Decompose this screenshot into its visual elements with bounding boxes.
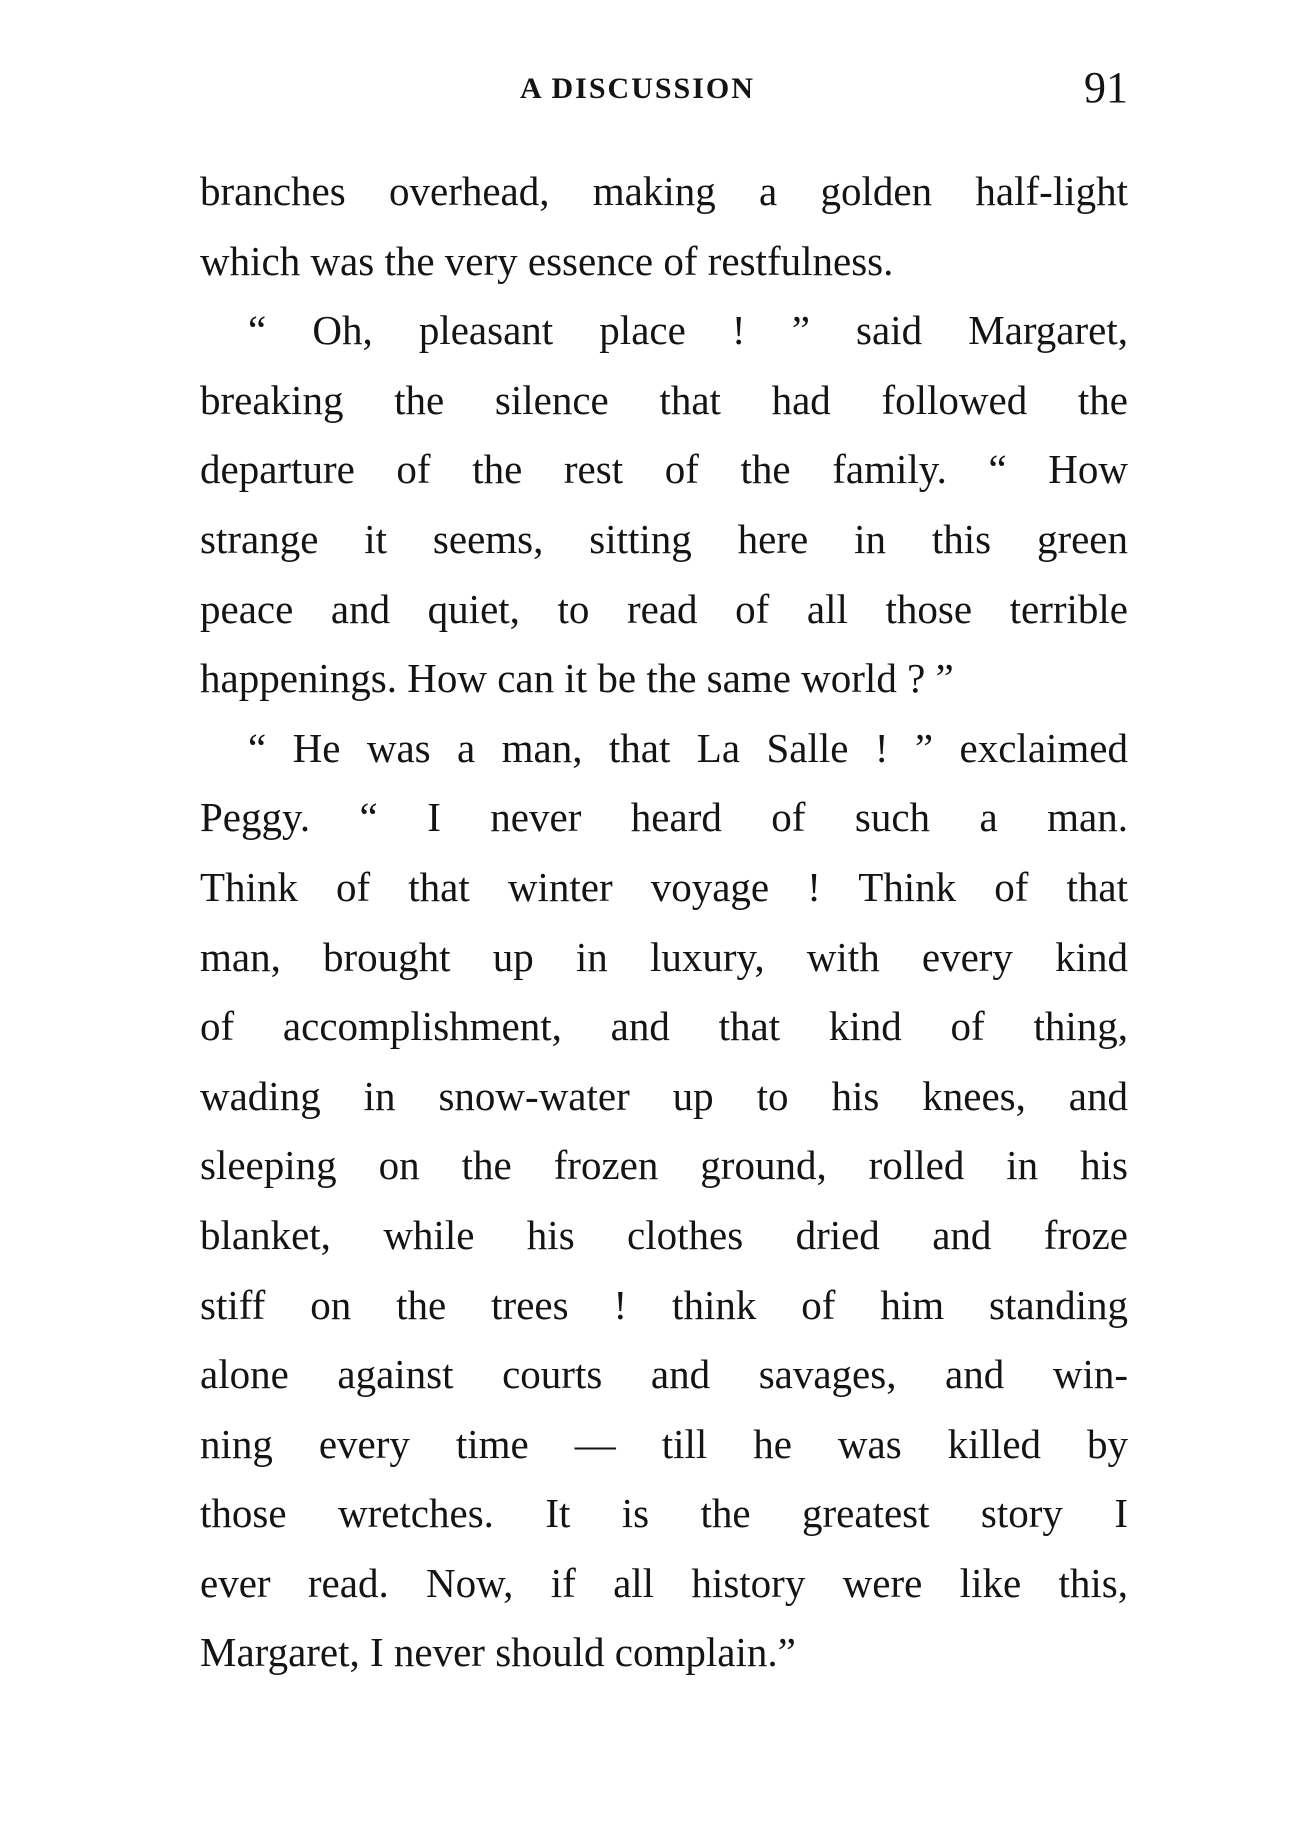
text-line: of accomplishment, and that kind of thing, bbox=[200, 1003, 1128, 1050]
text-line: man, brought up in luxury, with every kind bbox=[200, 933, 1128, 980]
text-line: Margaret, I never should complain.” bbox=[200, 1629, 796, 1676]
text-line: Think of that winter voyage ! Think of that bbox=[200, 863, 1128, 910]
text-line: “ He was a man, that La Salle ! ” exclaimed bbox=[248, 724, 1128, 771]
text-line: peace and quiet, to read of all those terrible bbox=[200, 585, 1128, 632]
text-line: ning every time — till he was killed by bbox=[200, 1420, 1128, 1467]
text-line: ever read. Now, if all history were like this, bbox=[200, 1559, 1128, 1606]
text-line: blanket, while his clothes dried and froze bbox=[200, 1211, 1128, 1258]
text-line: sleeping on the frozen ground, rolled in his bbox=[200, 1142, 1128, 1189]
running-title: A DISCUSSION bbox=[520, 72, 755, 105]
text-line: which was the very essence of restfulness. bbox=[200, 237, 894, 284]
text-line: branches overhead, making a golden half-light bbox=[200, 168, 1128, 214]
text-line: Peggy. “ I never heard of such a man. bbox=[200, 794, 1128, 841]
body-text bbox=[200, 157, 1128, 1688]
text-line: stiff on the trees ! think of him standing bbox=[200, 1281, 1128, 1328]
text-line: departure of the rest of the family. “ How bbox=[200, 446, 1128, 493]
text-line: breaking the silence that had followed the bbox=[200, 376, 1128, 423]
text-line: strange it seems, sitting here in this green bbox=[200, 515, 1128, 562]
page-number: 91 bbox=[1084, 63, 1128, 112]
text-line: those wretches. It is the greatest story I bbox=[200, 1490, 1128, 1537]
text-line: alone against courts and savages, and win- bbox=[200, 1351, 1128, 1398]
text-line: wading in snow-water up to his knees, and bbox=[200, 1072, 1128, 1119]
text-line: happenings. How can it be the same world ? ” bbox=[200, 655, 954, 702]
text-line: “ Oh, pleasant place ! ” said Margaret, bbox=[248, 307, 1128, 354]
